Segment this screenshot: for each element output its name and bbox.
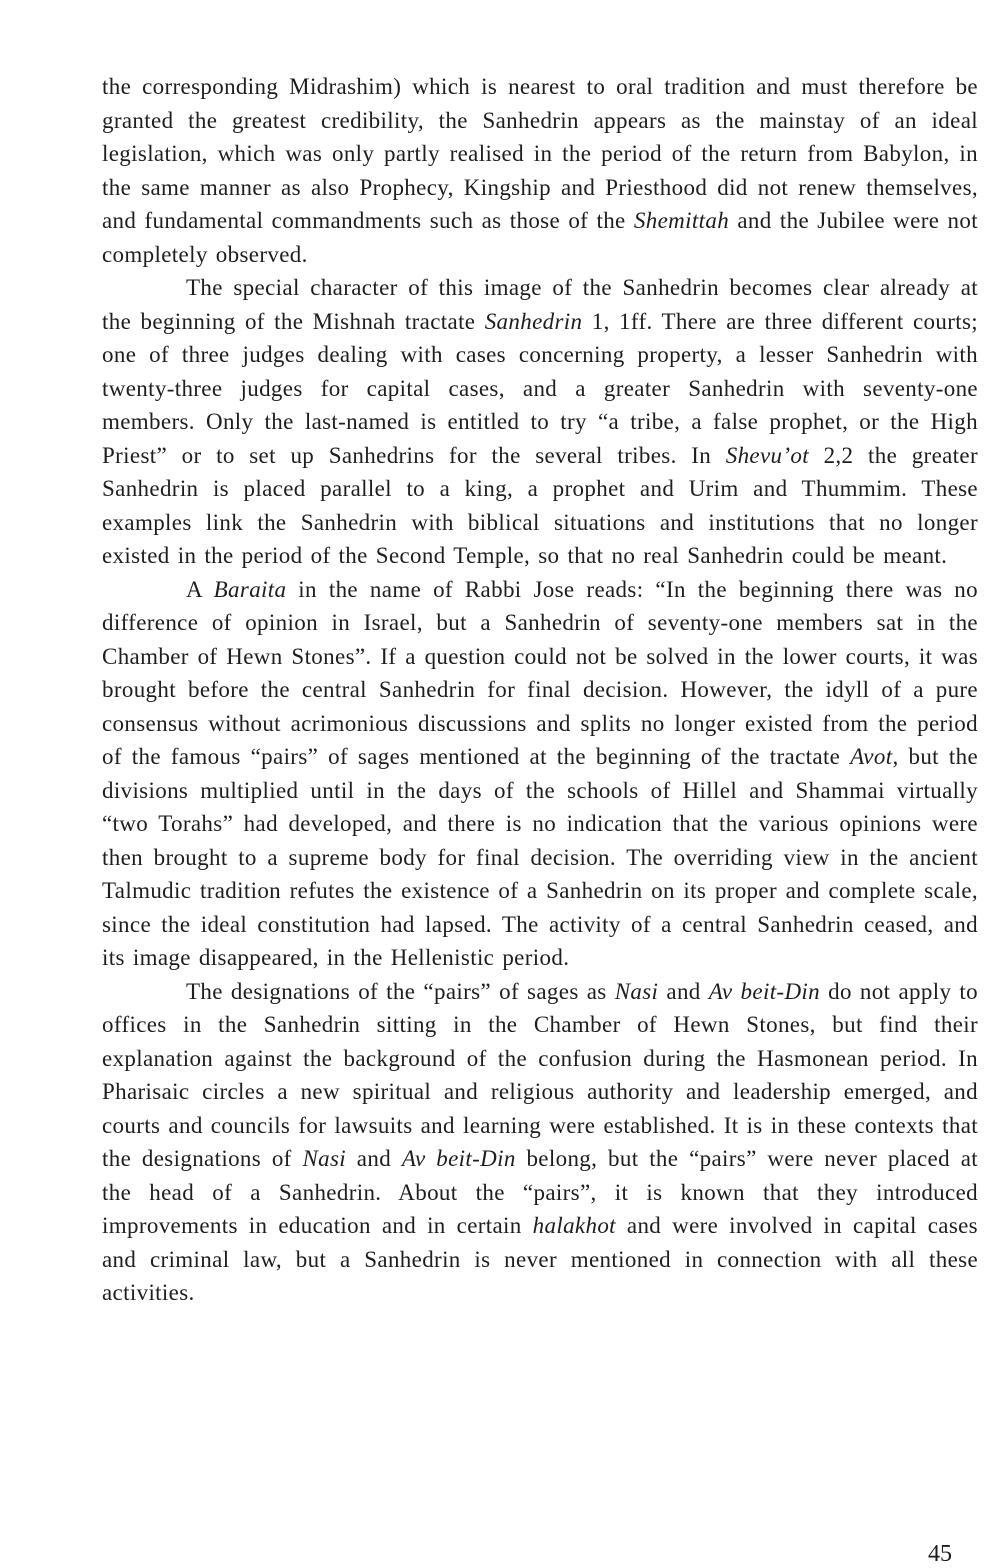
text-segment: in the name of Rabbi Jose reads: “In the beginning there was no difference of opinion in Israel, but a Sanhedrin of seventy-one members sat in the Chamber of Hewn Stones”. If a question could not be solved in the lower courts, it was brought before the central Sanhedrin for final decision. However, the idyll of a pure consensus without acrimonious discussions and splits no longer existed from the period of the famous “pairs” of sages mentioned at the beginning of the tractate bbox=[102, 576, 979, 769]
text-segment: The designations of the “pairs” of sages as bbox=[186, 978, 615, 1004]
text-segment: and the Jubilee were not completely observed. bbox=[102, 208, 978, 267]
italic-term: Shemittah bbox=[633, 208, 730, 233]
text-segment: 1, 1ff. There are three different courts; one of three judges dealing with cases concerning property, a lesser Sanhedrin with twenty-three judges for capital cases, and a greater Sanhedrin with seventy-one members. Only the last-named is entitled to try “a tribe, a false prophet, or the High Priest” or to set up Sanhedrins for the several tribes. In bbox=[102, 308, 978, 468]
paragraph-1 bbox=[102, 70, 978, 271]
page-body bbox=[102, 70, 978, 1510]
text-segment: , but the divisions multiplied until in the days of the schools of Hillel and Shammai virtually “two Torahs” had developed, and there is no indication that the various opinions were then brought to a supreme body for final decision. The overriding view in the ancient Talmudic tradition refutes the existence of a Sanhedrin on its proper and complete scale, since the ideal constitution had lapsed. The activity of a central Sanhedrin ceased, and its image disappeared, in the Hellenistic period. bbox=[102, 744, 978, 970]
italic-term: halakhot bbox=[532, 1213, 616, 1238]
italic-term: Av beit-Din bbox=[401, 1146, 516, 1171]
text-segment: A bbox=[186, 576, 214, 602]
text-segment: 2,2 the greater Sanhedrin is placed parallel to a king, a prophet and Urim and Thummim. These examples link the Sanhedrin with biblical situations and institutions that no longer existed in the period of the Second Temple, so that no real Sanhedrin could be meant. bbox=[102, 442, 978, 568]
italic-term: Nasi bbox=[614, 978, 659, 1004]
paragraph-2 bbox=[102, 271, 978, 573]
italic-term: Sanhedrin bbox=[484, 308, 583, 334]
text-segment: do not apply to offices in the Sanhedrin sitting in the Chamber of Hewn Stones, but find their explanation against the background of the confusion during the Hasmonean period. In Pharisaic circles a new spiritual and religious authority and leadership emerged, and courts and councils for lawsuits and learning were established. It is in these contexts that the designations of bbox=[102, 978, 978, 1171]
text-segment: the corresponding Midrashim) which is nearest to oral tradition and must therefore be granted the greatest credibility, the Sanhedrin appears as the mainstay of an ideal legislation, which was only partly realised in the period of the return from Babylon, in the same manner as also Prophecy, Kingship and Priesthood did not renew themselves, and fundamental commandments such as those of the bbox=[102, 74, 978, 233]
italic-term: Nasi bbox=[302, 1146, 347, 1171]
italic-term: Avot bbox=[850, 744, 893, 769]
italic-term: Av beit-Din bbox=[708, 978, 820, 1004]
text-segment: The special character of this image of the Sanhedrin becomes clear already at the beginning of the Mishnah tractate bbox=[102, 275, 978, 334]
paragraph-4 bbox=[102, 975, 978, 1310]
italic-term: Shevu’ot bbox=[725, 442, 809, 468]
paragraph-3 bbox=[102, 573, 978, 975]
text-segment: and bbox=[658, 978, 709, 1004]
italic-term: Baraita bbox=[213, 576, 287, 602]
text-segment: and bbox=[346, 1146, 402, 1171]
page-number: 45 bbox=[928, 1541, 952, 1567]
text-segment: and were involved in capital cases and criminal law, but a Sanhedrin is never mentioned in connection with all these activities. bbox=[102, 1213, 978, 1305]
text-segment: belong, but the “pairs” were never placed at the head of a Sanhedrin. About the “pairs”, it is known that they introduced improvements in education and in certain bbox=[102, 1146, 978, 1238]
